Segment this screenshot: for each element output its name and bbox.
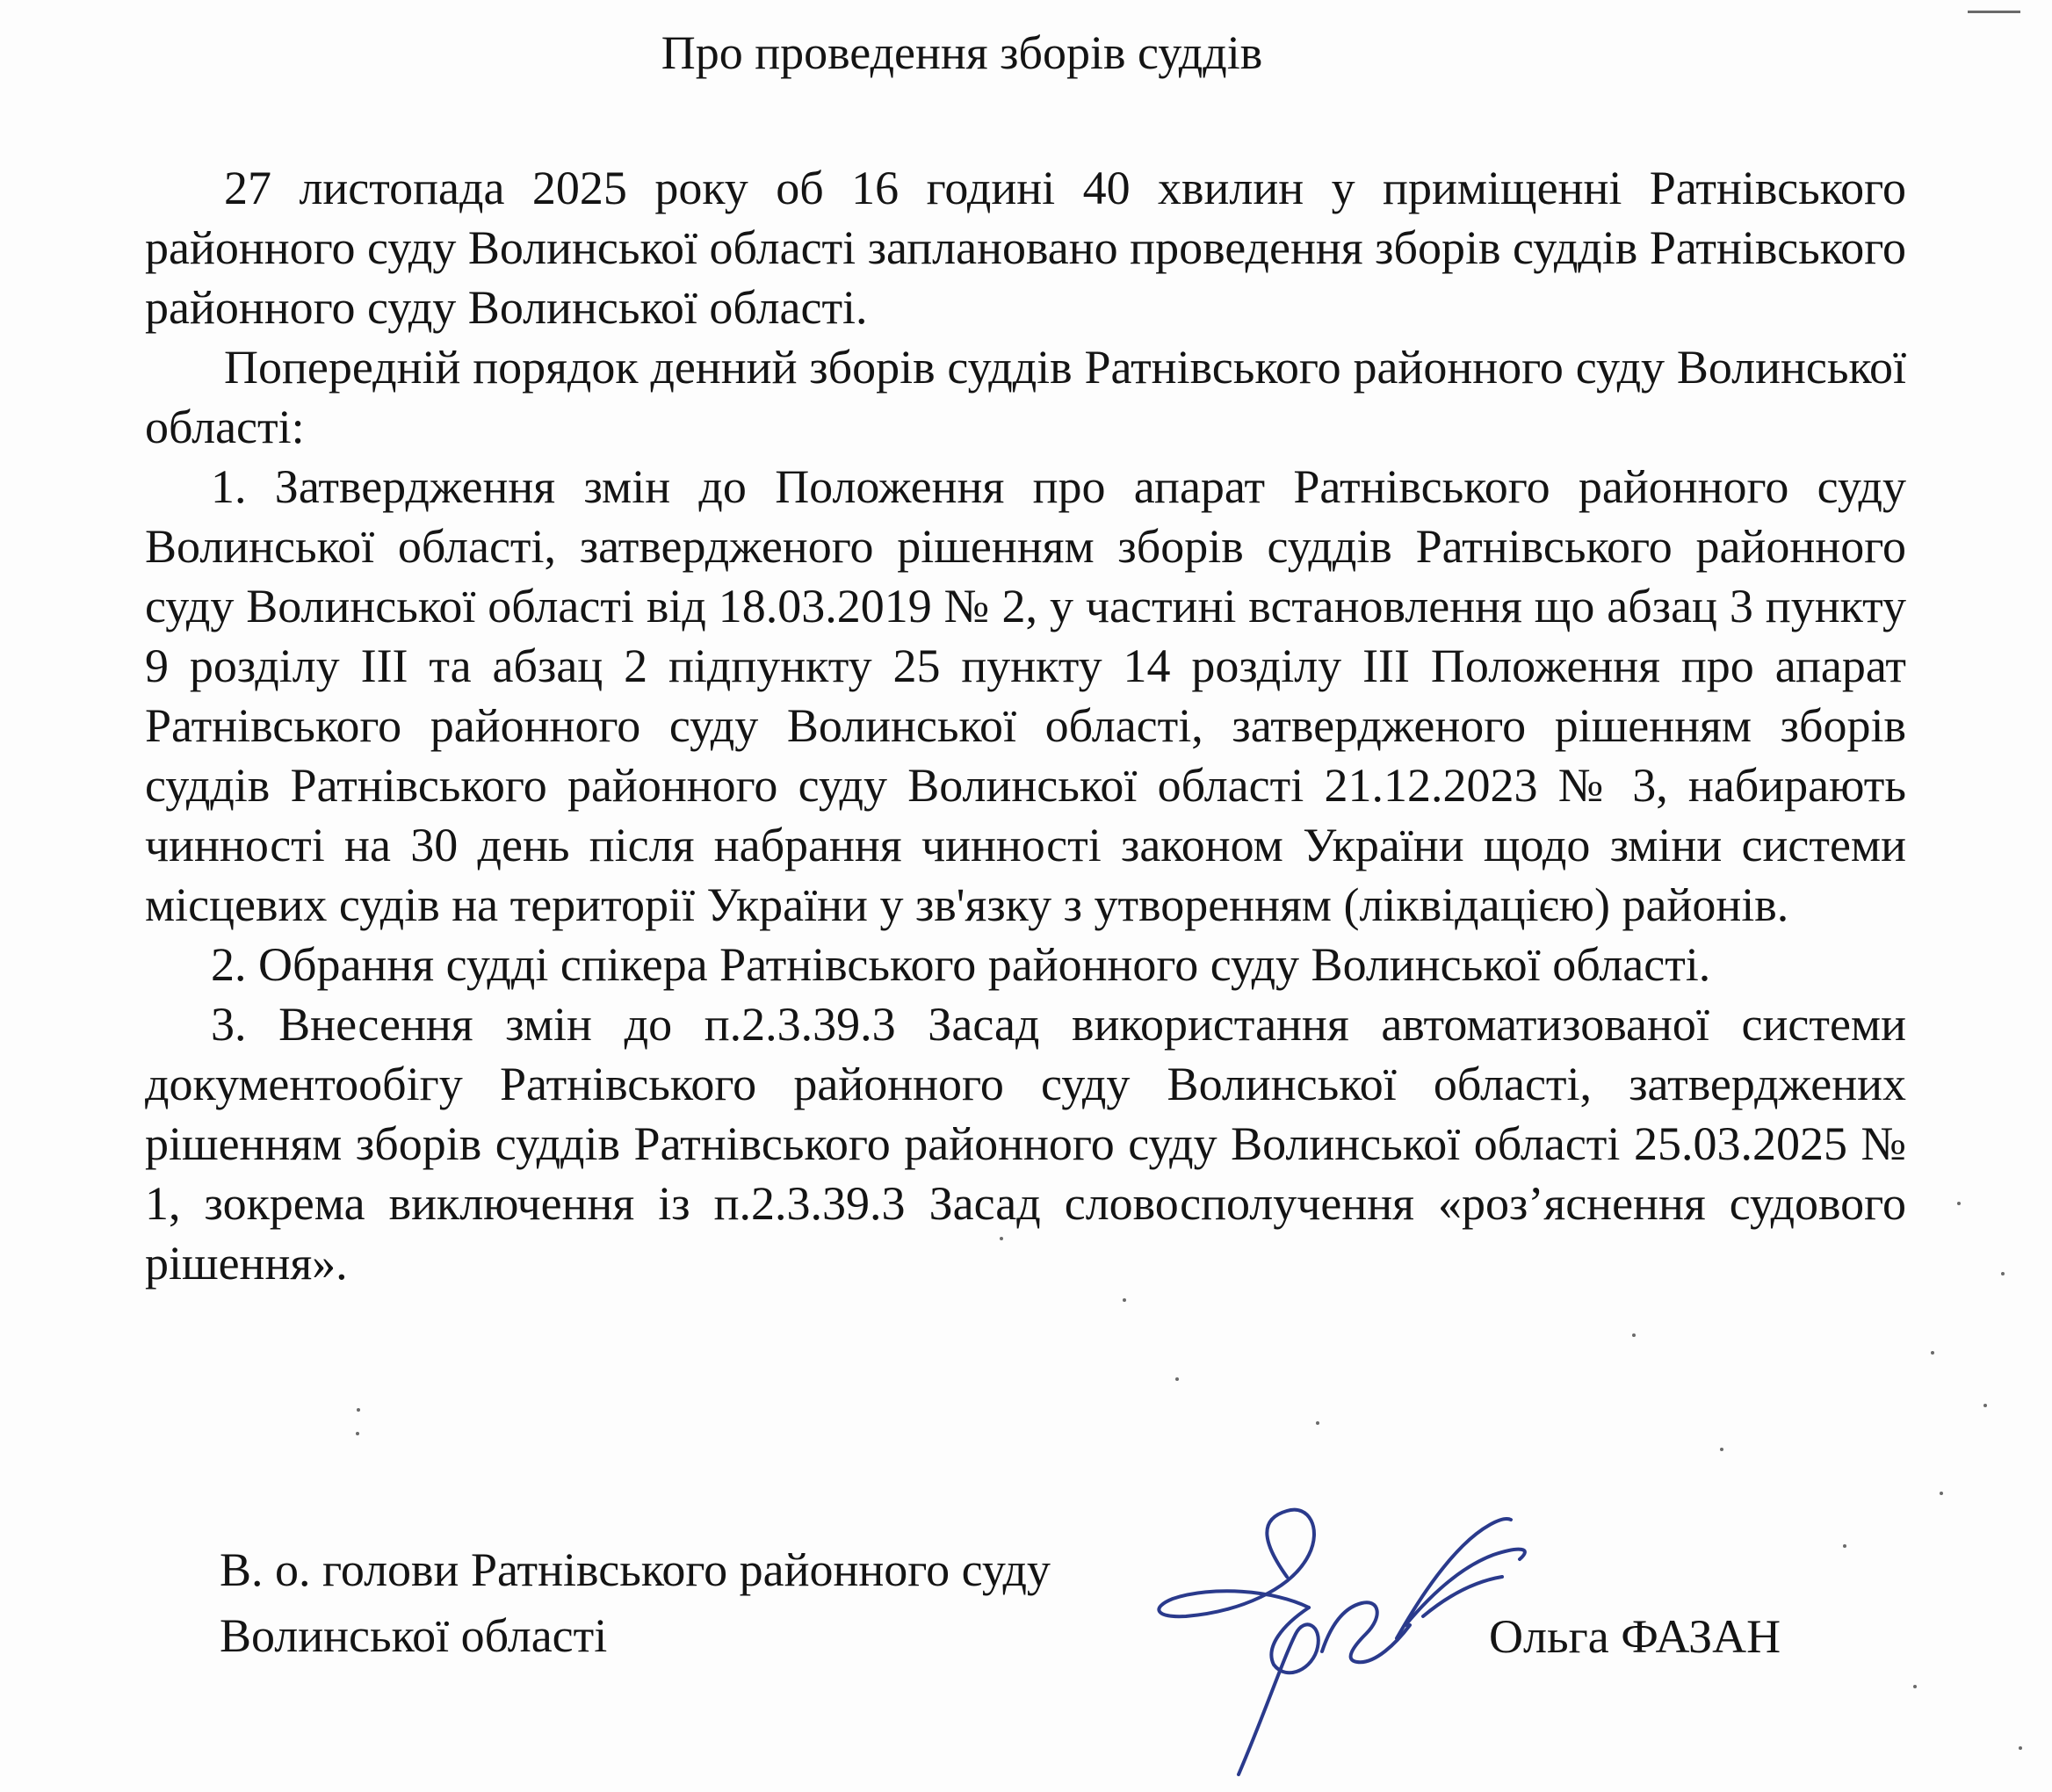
agenda-item-2: 2. Обрання судді спікера Ратнівського районного суду Волинської області.	[211, 938, 1711, 991]
agenda-item-3: 3. Внесення змін до п.2.3.39.3 Засад використання автоматизованої системи документообігу Ратнівського районного суду Волинської області, затверджених рішенням зборів суддів Ратнівського районного суду Волинської області 25.03.2025 № 1, зокрема виключення із п.2.3.39.3 Засад словосполучення «роз’яснення судового рішення».	[145, 998, 1906, 1290]
signatory-position-line-1: В. о. голови Ратнівського районного суду	[220, 1543, 1051, 1596]
signatory-position	[220, 1537, 1051, 1669]
agenda-intro-paragraph: Попередній порядок денний зборів суддів Ратнівського районного суду Волинської області:	[145, 341, 1906, 453]
document-title: Про проведення зборів суддів	[661, 26, 1263, 79]
announcement-paragraph: 27 листопада 2025 року об 16 годині 40 хвилин у приміщенні Ратнівського районного суду Волинської області заплановано проведення зборів суддів Ратнівського районного суду Волинської області.	[145, 162, 1906, 334]
handwritten-signature	[1133, 1493, 1537, 1783]
agenda-item-1: 1. Затвердження змін до Положення про апарат Ратнівського районного суду Волинської області, затвердженого рішенням зборів суддів Ратнівського районного суду Волинської області від 18.03.2019 № 2, у частині встановлення що абзац 3 пункту 9 розділу ІІІ та абзац 2 підпункту 25 пункту 14 розділу ІІІ Положення про апарат Ратнівського районного суду Волинської області, затвердженого рішенням зборів суддів Ратнівського районного суду Волинської області 21.12.2023 № 3, набирають чинності на 30 день після набрання чинності законом України щодо зміни системи місцевих судів на території України у зв'язку з утворенням (ліквідацією) районів.	[145, 460, 1906, 931]
document-body	[145, 158, 1906, 1293]
signer-name: Ольга ФАЗАН	[1489, 1610, 1781, 1663]
signatory-position-line-2: Волинської області	[220, 1609, 608, 1662]
